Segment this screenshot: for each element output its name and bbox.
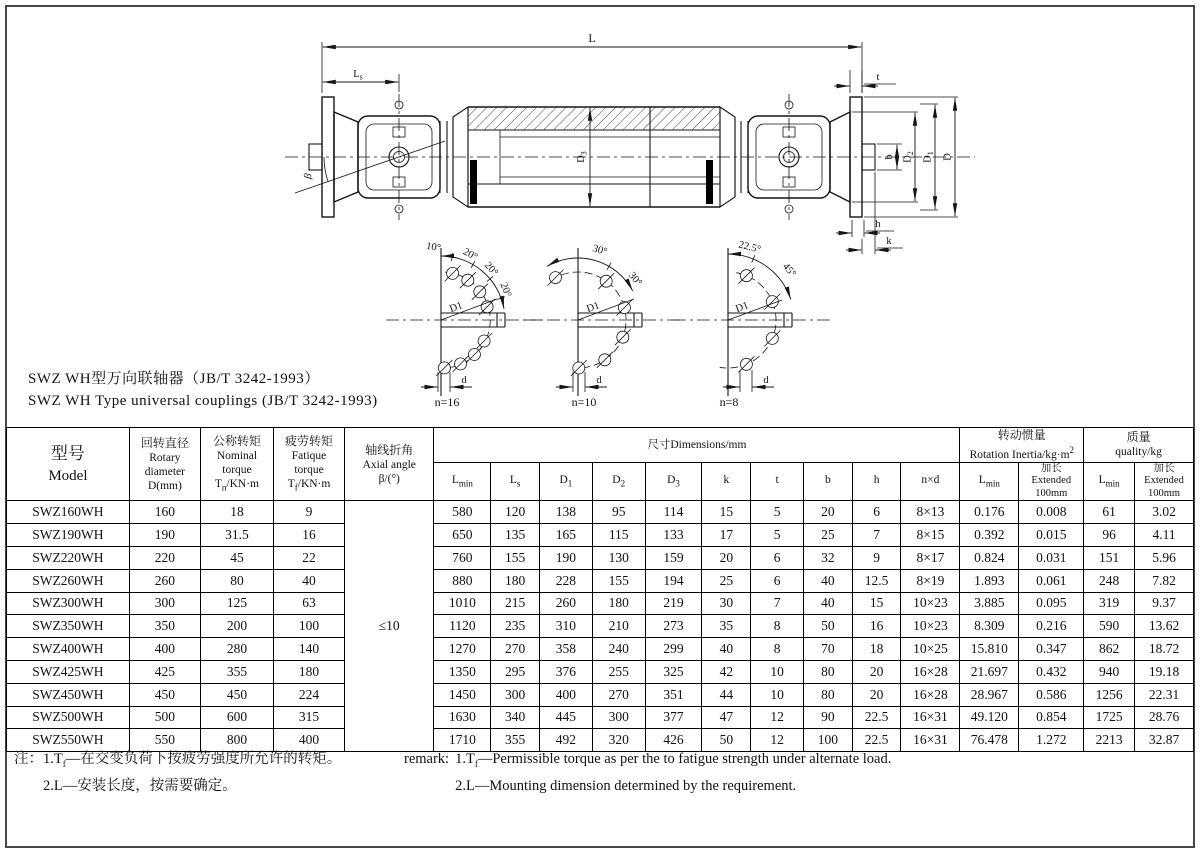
table-cell: 862 — [1084, 638, 1135, 661]
table-body — [7, 501, 1194, 752]
table-cell: 270 — [491, 638, 540, 661]
table-cell: 255 — [592, 660, 645, 683]
table-cell: 40 — [702, 638, 751, 661]
table-cell: 299 — [645, 638, 702, 661]
beta-value-cell: ≤10 — [345, 501, 434, 752]
col-header-b: b — [803, 462, 852, 501]
table-cell: 260 — [129, 569, 200, 592]
table-cell: 80 — [803, 660, 852, 683]
model-cell: SWZ300WH — [7, 592, 130, 615]
table-cell: 0.061 — [1019, 569, 1084, 592]
table-cell: 35 — [702, 615, 751, 638]
table-cell: 400 — [540, 683, 593, 706]
table-cell: 115 — [592, 524, 645, 547]
table-cell: 10 — [751, 660, 804, 683]
bolt-view-n16 — [386, 241, 546, 409]
table-cell: 159 — [645, 546, 702, 569]
model-cell: SWZ260WH — [7, 569, 130, 592]
table-cell: 7.82 — [1135, 569, 1194, 592]
table-cell: 228 — [540, 569, 593, 592]
col-header-ls: $L_s$ — [491, 462, 540, 501]
table-cell: 31.5 — [200, 524, 273, 547]
table-cell: 260 — [540, 592, 593, 615]
table-cell: 9.37 — [1135, 592, 1194, 615]
table-cell: 273 — [645, 615, 702, 638]
angle-label: 20° — [481, 260, 500, 279]
table-cell: 10 — [751, 683, 804, 706]
col-header-inertia-lmin: $L_{min}$ — [960, 462, 1019, 501]
table-cell: 50 — [803, 615, 852, 638]
table-cell: 40 — [274, 569, 345, 592]
table-row — [7, 660, 1194, 683]
table-cell: 28.967 — [960, 683, 1019, 706]
table-cell: 426 — [645, 729, 702, 752]
bolt-circle-dia-label: D1 — [734, 300, 751, 316]
angle-label: 30° — [591, 243, 609, 259]
col-header-d2: $D_2$ — [592, 462, 645, 501]
dim-b-label: b — [884, 154, 895, 160]
bolt-view-n8 — [673, 240, 833, 409]
table-cell: 12 — [751, 706, 804, 729]
table-cell: 550 — [129, 729, 200, 752]
view-caption: n=10 — [571, 395, 597, 409]
table-cell: 96 — [1084, 524, 1135, 547]
model-cell: SWZ425WH — [7, 660, 130, 683]
table-cell: 42 — [702, 660, 751, 683]
model-cell: SWZ220WH — [7, 546, 130, 569]
hole-dia-label: d — [596, 375, 602, 386]
table-cell: 180 — [491, 569, 540, 592]
table-cell: 500 — [129, 706, 200, 729]
table-cell: 300 — [129, 592, 200, 615]
table-cell: 25 — [702, 569, 751, 592]
table-cell: 140 — [274, 638, 345, 661]
table-cell: 20 — [803, 501, 852, 524]
table-cell: 18.72 — [1135, 638, 1194, 661]
table-cell: 5 — [751, 501, 804, 524]
table-cell: 190 — [129, 524, 200, 547]
table-cell: 130 — [592, 546, 645, 569]
angle-label: 22.5° — [737, 239, 762, 256]
table-cell: 20 — [852, 660, 901, 683]
table-cell: 22.31 — [1135, 683, 1194, 706]
table-cell: 16 — [274, 524, 345, 547]
table-cell: 319 — [1084, 592, 1135, 615]
table-cell: 4.11 — [1135, 524, 1194, 547]
table-cell: 6 — [751, 569, 804, 592]
table-cell: 50 — [702, 729, 751, 752]
table-cell: 1256 — [1084, 683, 1135, 706]
table-cell: 224 — [274, 683, 345, 706]
table-cell: 47 — [702, 706, 751, 729]
table-cell: 0.095 — [1019, 592, 1084, 615]
table-cell: 1.272 — [1019, 729, 1084, 752]
angle-label: 20° — [497, 281, 514, 299]
table-cell: 760 — [434, 546, 491, 569]
table-cell: 13.62 — [1135, 615, 1194, 638]
table-row — [7, 592, 1194, 615]
table-cell: 220 — [129, 546, 200, 569]
model-cell: SWZ190WH — [7, 524, 130, 547]
table-cell: 1270 — [434, 638, 491, 661]
table-cell: 16×28 — [901, 660, 960, 683]
table-cell: 63 — [274, 592, 345, 615]
notes-zh — [14, 748, 341, 797]
table-cell: 248 — [1084, 569, 1135, 592]
table-cell: 0.176 — [960, 501, 1019, 524]
angle-label: 45° — [779, 261, 798, 280]
note-zh-line1: $1.T_f—$在交变负荷下按疲劳强度所允许的转矩。 — [43, 751, 342, 769]
hole-dia-label: d — [763, 375, 769, 386]
table-cell: 5 — [751, 524, 804, 547]
table-cell: 270 — [592, 683, 645, 706]
table-cell: 235 — [491, 615, 540, 638]
group-header-dimensions: 尺寸Dimensions/mm — [434, 428, 960, 463]
table-cell: 21.697 — [960, 660, 1019, 683]
table-cell: 0.216 — [1019, 615, 1084, 638]
table-cell: 7 — [751, 592, 804, 615]
table-cell: 10×23 — [901, 592, 960, 615]
table-cell: 155 — [491, 546, 540, 569]
table-cell: 450 — [129, 683, 200, 706]
table-cell: 44 — [702, 683, 751, 706]
table-cell: 0.031 — [1019, 546, 1084, 569]
beta-label: β — [302, 171, 315, 181]
table-cell: 355 — [491, 729, 540, 752]
group-header-rotation-inertia: 转动惯量 Rotation Inertia/$kg\cdot m^2$ — [960, 428, 1084, 463]
dim-h-label: h — [875, 219, 881, 230]
table-cell: 20 — [852, 683, 901, 706]
table-cell: 445 — [540, 706, 593, 729]
table-cell: 940 — [1084, 660, 1135, 683]
dim-L-label: L — [588, 31, 596, 45]
table-cell: 350 — [129, 615, 200, 638]
table-cell: 20 — [702, 546, 751, 569]
table-cell: 351 — [645, 683, 702, 706]
bolt-view-n10 — [523, 243, 683, 409]
table-cell: 6 — [751, 546, 804, 569]
table-cell: 1120 — [434, 615, 491, 638]
col-header-model: 型号 Model — [7, 428, 130, 501]
table-cell: 100 — [803, 729, 852, 752]
table-cell: 310 — [540, 615, 593, 638]
table-cell: 280 — [200, 638, 273, 661]
table-row — [7, 706, 1194, 729]
col-header-d3: $D_3$ — [645, 462, 702, 501]
table-cell: 12.5 — [852, 569, 901, 592]
table-row — [7, 524, 1194, 547]
table-cell: 1.893 — [960, 569, 1019, 592]
coupling-technical-drawing — [0, 0, 1200, 426]
table-cell: 800 — [200, 729, 273, 752]
table-cell: 16 — [852, 615, 901, 638]
table-cell: 61 — [1084, 501, 1135, 524]
table-cell: 22 — [274, 546, 345, 569]
table-cell: 219 — [645, 592, 702, 615]
col-header-t: t — [751, 462, 804, 501]
table-cell: 880 — [434, 569, 491, 592]
table-cell: 133 — [645, 524, 702, 547]
table-cell: 320 — [592, 729, 645, 752]
col-header-nominal-torque: 公称转矩 Nominal torque $T_n/KN\cdot m$ — [200, 428, 273, 501]
group-header-mass: 质量 quality/kg — [1084, 428, 1194, 463]
table-row — [7, 615, 1194, 638]
table-cell: 9 — [852, 546, 901, 569]
table-cell: 80 — [200, 569, 273, 592]
note-en-line2: 2.L—Mounting dimension determined by the requirement. — [455, 777, 797, 794]
model-cell: SWZ450WH — [7, 683, 130, 706]
table-cell: 10×23 — [901, 615, 960, 638]
table-cell: 1710 — [434, 729, 491, 752]
bolt-circle-dia-label: D1 — [585, 300, 602, 316]
table-cell: 7 — [852, 524, 901, 547]
table-cell: 151 — [1084, 546, 1135, 569]
table-cell: 210 — [592, 615, 645, 638]
table-cell: 0.824 — [960, 546, 1019, 569]
notes-en — [404, 748, 891, 797]
col-header-k: k — [702, 462, 751, 501]
table-cell: 0.008 — [1019, 501, 1084, 524]
table-cell: 18 — [852, 638, 901, 661]
table-cell: 80 — [803, 683, 852, 706]
table-row — [7, 546, 1194, 569]
table-cell: 0.015 — [1019, 524, 1084, 547]
table-cell: 120 — [491, 501, 540, 524]
table-cell: 1725 — [1084, 706, 1135, 729]
table-cell: 100 — [274, 615, 345, 638]
table-cell: 377 — [645, 706, 702, 729]
model-cell: SWZ500WH — [7, 706, 130, 729]
note-zh-line2: 2.L—安装长度，按需要确定。 — [43, 777, 237, 794]
col-header-mass-lmin: $L_{min}$ — [1084, 462, 1135, 501]
table-cell: 114 — [645, 501, 702, 524]
model-cell: SWZ550WH — [7, 729, 130, 752]
model-cell: SWZ350WH — [7, 615, 130, 638]
table-cell: 30 — [702, 592, 751, 615]
table-row — [7, 638, 1194, 661]
table-cell: 5.96 — [1135, 546, 1194, 569]
note-en-line1: $1.T_f—Permissible$ torque as per the to fatigue strength under alternate load. — [455, 751, 892, 769]
angle-label: 30° — [625, 270, 644, 289]
view-caption: n=16 — [434, 395, 460, 409]
table-cell: 1350 — [434, 660, 491, 683]
table-cell: 325 — [645, 660, 702, 683]
table-cell: 9 — [274, 501, 345, 524]
table-cell: 8 — [751, 638, 804, 661]
main-assembly-view — [285, 31, 975, 254]
col-header-rotary-diameter: 回转直径 Rotary diameter D(mm) — [129, 428, 200, 501]
table-cell: 8.309 — [960, 615, 1019, 638]
table-cell: 190 — [540, 546, 593, 569]
table-cell: 45 — [200, 546, 273, 569]
table-cell: 450 — [200, 683, 273, 706]
col-header-nxd: n×d — [901, 462, 960, 501]
spec-table — [6, 427, 1194, 752]
table-cell: 32.87 — [1135, 729, 1194, 752]
col-header-fatigue-torque: 疲劳转矩 Fatique torque $T_f/KN\cdot m$ — [274, 428, 345, 501]
table-cell: 3.02 — [1135, 501, 1194, 524]
title-zh: SWZ WH型万向联轴器（JB/T 3242-1993） — [28, 371, 320, 387]
table-cell: 25 — [803, 524, 852, 547]
table-cell: 600 — [200, 706, 273, 729]
table-cell: 10×25 — [901, 638, 960, 661]
col-header-mass-extended: 加长 Extended 100mm — [1135, 462, 1194, 501]
dim-D-label: D — [942, 153, 954, 161]
table-cell: 8×17 — [901, 546, 960, 569]
table-cell: 300 — [592, 706, 645, 729]
angle-label: 10° — [425, 240, 442, 255]
table-cell: 95 — [592, 501, 645, 524]
table-cell: 49.120 — [960, 706, 1019, 729]
table-cell: 12 — [751, 729, 804, 752]
table-cell: 40 — [803, 569, 852, 592]
table-cell: 180 — [274, 660, 345, 683]
view-caption: n=8 — [719, 395, 739, 409]
table-row — [7, 501, 1194, 524]
table-cell: 16×31 — [901, 706, 960, 729]
table-cell: 215 — [491, 592, 540, 615]
table-cell: 8×13 — [901, 501, 960, 524]
table-cell: 0.586 — [1019, 683, 1084, 706]
table-cell: 0.432 — [1019, 660, 1084, 683]
table-cell: 240 — [592, 638, 645, 661]
notes-zh-label: 注： — [14, 751, 43, 767]
table-cell: 17 — [702, 524, 751, 547]
dim-k-label: k — [886, 236, 892, 247]
title-en: SWZ WH Type universal couplings (JB/T 3242-1993) — [28, 393, 378, 409]
table-cell: 650 — [434, 524, 491, 547]
table-cell: 76.478 — [960, 729, 1019, 752]
col-header-lmin: $L_{min}$ — [434, 462, 491, 501]
col-header-axial-angle: 轴线折角 Axial angle β/(°) — [345, 428, 434, 501]
table-cell: 18 — [200, 501, 273, 524]
table-cell: 0.854 — [1019, 706, 1084, 729]
table-cell: 590 — [1084, 615, 1135, 638]
table-cell: 492 — [540, 729, 593, 752]
table-cell: 22.5 — [852, 706, 901, 729]
table-cell: 180 — [592, 592, 645, 615]
dim-D3-label: $D_3$ — [576, 151, 589, 163]
col-header-inertia-extended: 加长 Extended 100mm — [1019, 462, 1084, 501]
dim-Ls-label: $L_s$ — [353, 69, 363, 82]
table-cell: 0.392 — [960, 524, 1019, 547]
dim-D2-label: $D_2$ — [902, 151, 915, 163]
header-row-groups — [7, 428, 1194, 463]
table-cell: 40 — [803, 592, 852, 615]
table-cell: 19.18 — [1135, 660, 1194, 683]
table-cell: 155 — [592, 569, 645, 592]
table-cell: 1630 — [434, 706, 491, 729]
table-cell: 0.347 — [1019, 638, 1084, 661]
table-cell: 16×31 — [901, 729, 960, 752]
table-cell: 70 — [803, 638, 852, 661]
table-cell: 194 — [645, 569, 702, 592]
table-cell: 160 — [129, 501, 200, 524]
table-cell: 2213 — [1084, 729, 1135, 752]
bolt-circle-dia-label: D1 — [448, 300, 465, 316]
angle-label: 20° — [461, 246, 480, 264]
table-cell: 1010 — [434, 592, 491, 615]
notes-en-label: remark: — [404, 751, 450, 767]
table-cell: 8 — [751, 615, 804, 638]
table-cell: 376 — [540, 660, 593, 683]
table-cell: 165 — [540, 524, 593, 547]
table-cell: 28.76 — [1135, 706, 1194, 729]
table-cell: 400 — [129, 638, 200, 661]
table-cell: 358 — [540, 638, 593, 661]
dim-t-label: t — [876, 72, 880, 83]
table-cell: 138 — [540, 501, 593, 524]
table-cell: 400 — [274, 729, 345, 752]
table-cell: 15.810 — [960, 638, 1019, 661]
model-cell: SWZ160WH — [7, 501, 130, 524]
table-cell: 15 — [852, 592, 901, 615]
table-cell: 135 — [491, 524, 540, 547]
table-cell: 32 — [803, 546, 852, 569]
dim-D1-label: $D_1$ — [922, 151, 935, 163]
table-cell: 355 — [200, 660, 273, 683]
table-cell: 8×15 — [901, 524, 960, 547]
table-cell: 340 — [491, 706, 540, 729]
table-cell: 90 — [803, 706, 852, 729]
table-cell: 8×19 — [901, 569, 960, 592]
table-row — [7, 683, 1194, 706]
page-title — [28, 368, 378, 412]
col-header-h: h — [852, 462, 901, 501]
table-cell: 580 — [434, 501, 491, 524]
table-row — [7, 569, 1194, 592]
table-cell: 1450 — [434, 683, 491, 706]
table-cell: 125 — [200, 592, 273, 615]
table-cell: 200 — [200, 615, 273, 638]
table-cell: 300 — [491, 683, 540, 706]
table-cell: 295 — [491, 660, 540, 683]
hole-dia-label: d — [461, 375, 467, 386]
table-cell: 315 — [274, 706, 345, 729]
table-cell: 15 — [702, 501, 751, 524]
table-cell: 22.5 — [852, 729, 901, 752]
model-cell: SWZ400WH — [7, 638, 130, 661]
col-header-d1: $D_1$ — [540, 462, 593, 501]
table-cell: 16×28 — [901, 683, 960, 706]
table-cell: 6 — [852, 501, 901, 524]
table-cell: 425 — [129, 660, 200, 683]
table-cell: 3.885 — [960, 592, 1019, 615]
